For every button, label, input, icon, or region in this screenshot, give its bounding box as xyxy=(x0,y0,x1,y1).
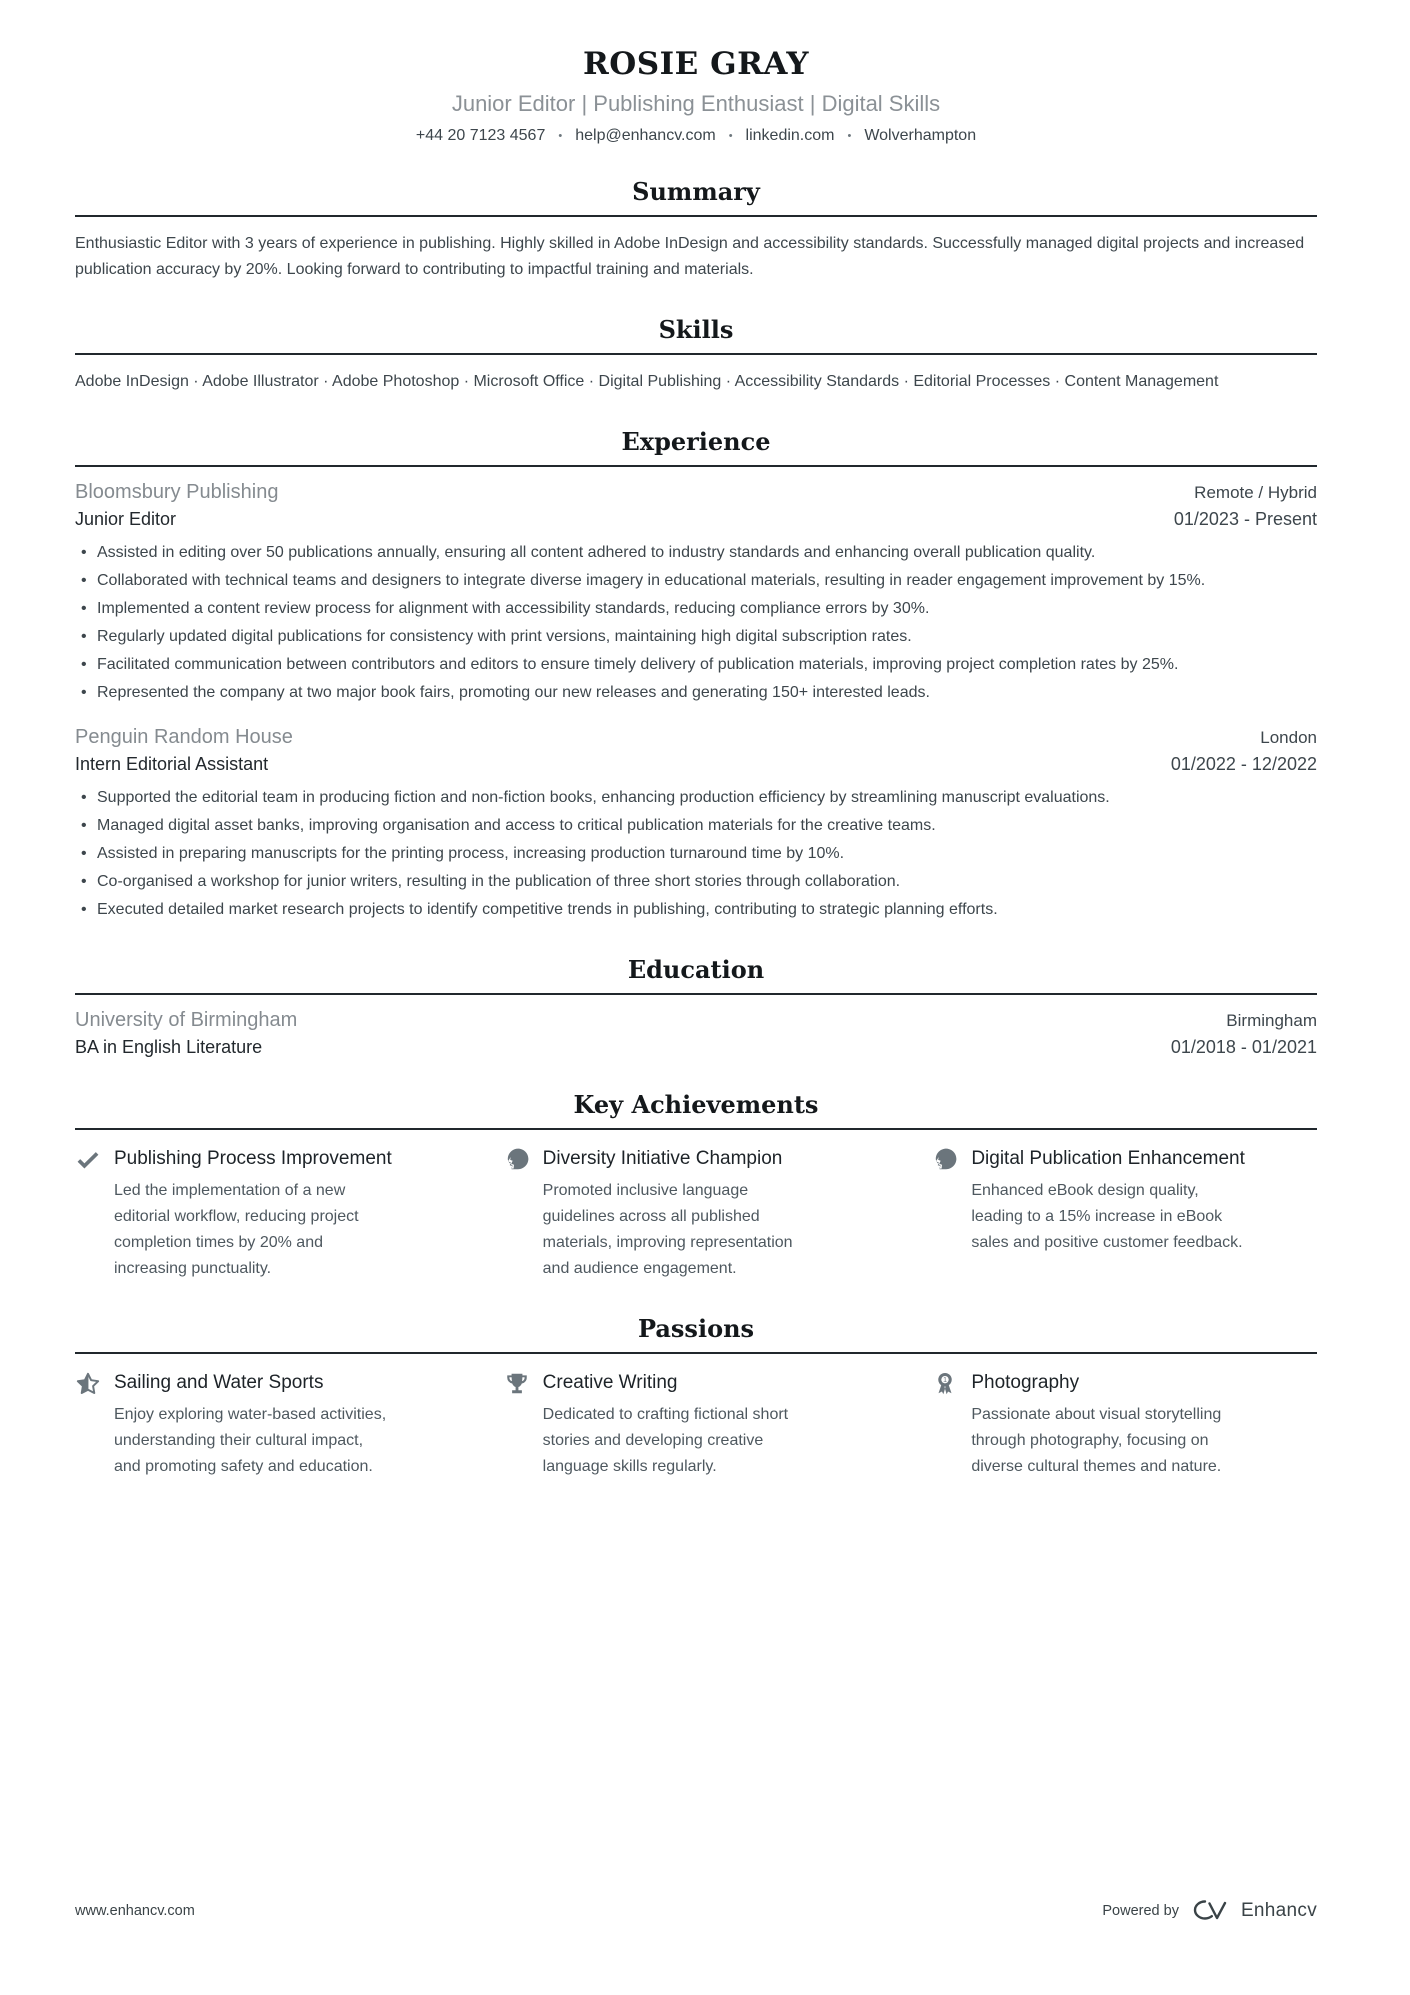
head-profile-icon xyxy=(504,1147,530,1173)
section-summary xyxy=(75,177,1317,283)
section-achievements xyxy=(75,1090,1317,1282)
achievements-title: Key Achievements xyxy=(573,1090,819,1119)
job-bullet: • Managed digital asset banks, improving organisation and access to critical publication materials for the creative teams. xyxy=(75,813,1317,839)
contact-separator: • xyxy=(558,130,563,142)
job-bullet: • Facilitated communication between contributors and editors to ensure timely delivery of publication materials, improving project completion rates by 25%. xyxy=(75,652,1317,678)
passion-title: Sailing and Water Sports xyxy=(114,1372,324,1393)
section-divider xyxy=(75,993,1317,995)
medal-icon xyxy=(932,1371,958,1397)
school-name: University of Birmingham xyxy=(75,1009,298,1031)
job-bullet: • Implemented a content review process for alignment with accessibility standards, reducing compliance errors by 30%. xyxy=(75,596,1317,622)
enhancv-brand-name: Enhancv xyxy=(1240,1899,1317,1921)
section-skills xyxy=(75,315,1317,395)
job-bullet: • Assisted in preparing manuscripts for the printing process, increasing production turnaround time by 10%. xyxy=(75,841,1317,867)
job-bullet: • Supported the editorial team in producing fiction and non-fiction books, enhancing production efficiency by streamlining manuscript evaluations. xyxy=(75,785,1317,811)
contact-separator: • xyxy=(847,130,852,142)
section-divider xyxy=(75,353,1317,355)
achievement-card xyxy=(504,1146,889,1282)
achievement-title: Publishing Process Improvement xyxy=(114,1148,392,1169)
achievement-card xyxy=(932,1146,1317,1282)
passions-grid xyxy=(75,1370,1317,1480)
contact-row xyxy=(75,127,1317,145)
job-bullet: • Collaborated with technical teams and designers to integrate diverse imagery in educational materials, resulting in reader engagement improvement by 15%. xyxy=(75,568,1317,594)
powered-by-label: Powered by xyxy=(1102,1902,1179,1919)
location-text: Wolverhampton xyxy=(864,127,977,144)
candidate-headline: Junior Editor | Publishing Enthusiast | Digital Skills xyxy=(451,91,941,116)
skills-title: Skills xyxy=(658,315,734,344)
job-bullet: • Co-organised a workshop for junior writers, resulting in the publication of three short stories through collaboration. xyxy=(75,869,1317,895)
skills-list: Adobe InDesign · Adobe Illustrator · Adobe Photoshop · Microsoft Office · Digital Publishing · Accessibility Standards · Editorial Processes · Content Management xyxy=(75,373,1219,390)
achievement-text: Promoted inclusive language guidelines across all published materials, improving representation and audience engagement. xyxy=(542,1182,793,1277)
education-dates: 01/2018 - 01/2021 xyxy=(1170,1037,1317,1057)
powered-by-group xyxy=(1102,1898,1317,1923)
company-name: Bloomsbury Publishing xyxy=(75,481,279,503)
company-name: Penguin Random House xyxy=(75,726,293,748)
job-location: London xyxy=(1260,728,1317,747)
passion-card xyxy=(75,1370,460,1480)
experience-entry xyxy=(75,481,1317,706)
job-title: Junior Editor xyxy=(75,509,177,529)
job-bullet-list xyxy=(75,785,1317,923)
achievement-title: Diversity Initiative Champion xyxy=(542,1148,783,1169)
passion-title: Creative Writing xyxy=(542,1372,678,1393)
svg-text:1: 1 xyxy=(943,1377,948,1385)
job-bullet: • Executed detailed market research projects to identify competitive trends in publishing, contributing to strategic planning efforts. xyxy=(75,897,1317,923)
section-education xyxy=(75,955,1317,1058)
summary-title: Summary xyxy=(632,177,760,206)
passion-card xyxy=(504,1370,889,1480)
passion-text: Passionate about visual storytelling through photography, focusing on diverse cultural themes and nature. xyxy=(971,1406,1222,1475)
passion-title: Photography xyxy=(971,1372,1080,1393)
job-bullet-list xyxy=(75,540,1317,706)
job-title: Intern Editorial Assistant xyxy=(75,754,269,774)
section-divider xyxy=(75,215,1317,217)
head-profile-icon xyxy=(932,1147,958,1173)
enhancv-logo-icon xyxy=(1190,1898,1230,1923)
school-location: Birmingham xyxy=(1226,1011,1317,1030)
job-dates: 01/2023 - Present xyxy=(1173,509,1317,529)
degree-name: BA in English Literature xyxy=(75,1037,263,1057)
trophy-icon xyxy=(504,1371,530,1397)
linkedin-link[interactable]: linkedin.com xyxy=(745,127,835,144)
education-entry xyxy=(75,1009,1317,1058)
achievement-card xyxy=(75,1146,460,1282)
candidate-name: ROSIE GRAY xyxy=(583,46,809,82)
passion-text: Dedicated to crafting fictional short stories and developing creative language skills regularly. xyxy=(542,1406,789,1475)
education-title: Education xyxy=(627,955,765,984)
job-bullet: • Represented the company at two major book fairs, promoting our new releases and generating 150+ interested leads. xyxy=(75,680,1317,706)
section-experience xyxy=(75,427,1317,923)
job-location: Remote / Hybrid xyxy=(1194,483,1317,502)
achievement-text: Enhanced eBook design quality, leading to a 15% increase in eBook sales and positive customer feedback. xyxy=(971,1182,1243,1251)
section-divider xyxy=(75,1128,1317,1130)
contact-separator: • xyxy=(728,130,733,142)
job-dates: 01/2022 - 12/2022 xyxy=(1170,754,1317,774)
section-divider xyxy=(75,1352,1317,1354)
checkmark-icon xyxy=(75,1147,101,1173)
section-divider xyxy=(75,465,1317,467)
summary-text: Enthusiastic Editor with 3 years of experience in publishing. Highly skilled in Adobe InDesign and accessibility standards. Successfully managed digital projects and increased publication accuracy by 20%. Looking forward to contributing to impactful training and materials. xyxy=(75,235,1305,278)
resume-header xyxy=(75,46,1317,145)
job-bullet: • Assisted in editing over 50 publications annually, ensuring all content adhered to industry standards and enhancing overall publication quality. xyxy=(75,540,1317,566)
half-star-icon xyxy=(75,1371,101,1397)
page-footer xyxy=(75,1898,1317,1923)
enhancv-website-link[interactable]: www.enhancv.com xyxy=(75,1902,195,1919)
achievements-grid xyxy=(75,1146,1317,1282)
achievement-text: Led the implementation of a new editorial workflow, reducing project completion times by 20% and increasing punctuality. xyxy=(114,1182,359,1277)
phone-number: +44 20 7123 4567 xyxy=(415,127,546,144)
passion-card xyxy=(932,1370,1317,1480)
job-bullet: • Regularly updated digital publications for consistency with print versions, maintaining high digital subscription rates. xyxy=(75,624,1317,650)
experience-title: Experience xyxy=(621,427,771,456)
experience-entry xyxy=(75,726,1317,923)
passions-title: Passions xyxy=(637,1314,755,1343)
passion-text: Enjoy exploring water-based activities, understanding their cultural impact, and promoting safety and education. xyxy=(114,1406,387,1475)
achievement-title: Digital Publication Enhancement xyxy=(971,1148,1245,1169)
section-passions xyxy=(75,1314,1317,1480)
email-link[interactable]: help@enhancv.com xyxy=(575,127,716,144)
